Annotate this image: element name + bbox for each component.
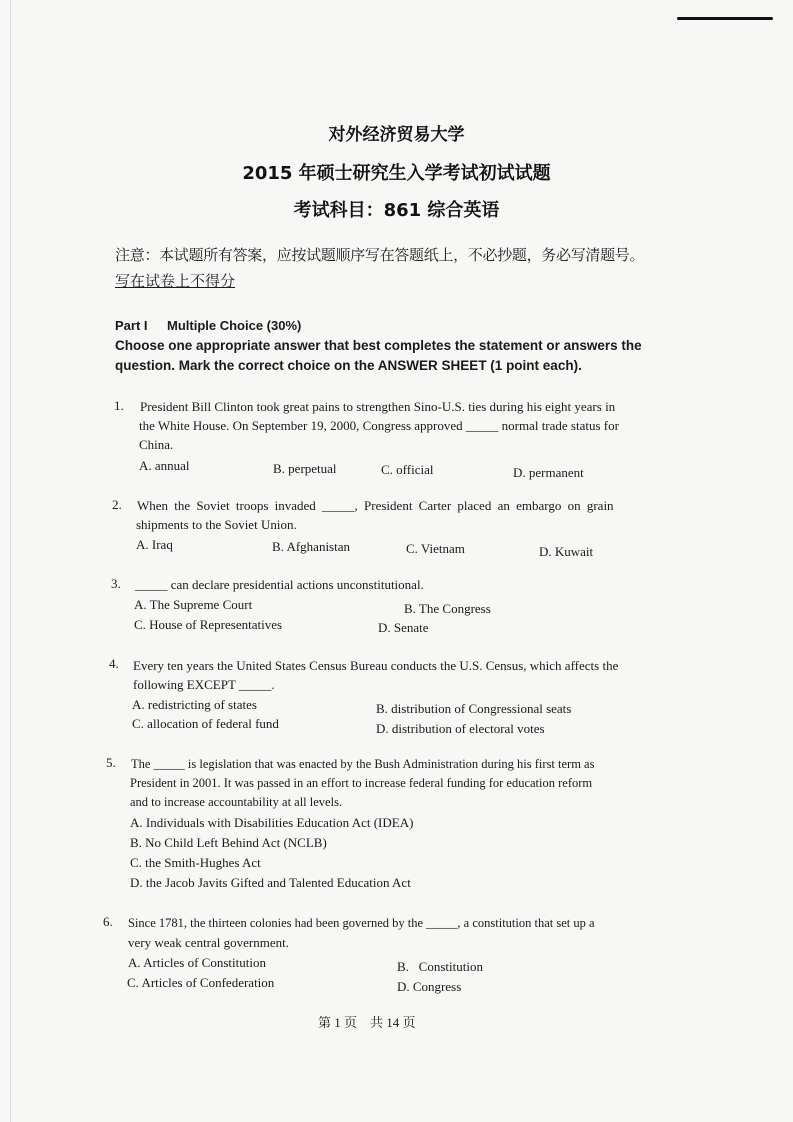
notice-text: 注意：本试题所有答案，应按试题顺序写在答题纸上，不必抄题，务必写清题号。 — [115, 247, 645, 264]
option-d: D. distribution of electoral votes — [376, 721, 545, 736]
question-text-line: When the Soviet troops invaded _____, President Carter placed an embargo on grain — [137, 498, 614, 513]
page-number: 第 1 页 共 14 页 — [318, 1015, 416, 1030]
option-a: A. Articles of Constitution — [128, 955, 266, 970]
exam-title: 2015 年硕士研究生入学考试初试试题 — [242, 163, 551, 184]
question-text-line: and to increase accountability at all levels. — [130, 795, 343, 809]
question-number: 6. — [103, 914, 113, 929]
question-text-line: China. — [139, 437, 174, 452]
option-a: A. Individuals with Disabilities Education Act (IDEA) — [130, 815, 414, 830]
question-number: 4. — [109, 656, 119, 671]
question-number: 2. — [112, 497, 122, 512]
question-text-line: shipments to the Soviet Union. — [136, 517, 297, 532]
question-text-line: Every ten years the United States Census Bureau conducts the U.S. Census, which affects the — [133, 658, 619, 673]
question-number: 5. — [106, 755, 116, 770]
option-b: B. Constitution — [397, 959, 483, 974]
option-b: B. distribution of Congressional seats — [376, 701, 572, 716]
question-text-line: very weak central government. — [128, 935, 289, 950]
question-text-line: President in 2001. It was passed in an effort to increase federal funding for education reform — [130, 776, 593, 790]
part-instructions-line: question. Mark the correct choice on the ANSWER SHEET (1 point each). — [115, 358, 582, 373]
option-b: B. perpetual — [273, 461, 337, 476]
question-text-line: President Bill Clinton took great pains to strengthen Sino-U.S. ties during his eight years in — [140, 399, 616, 414]
question-text-line: following EXCEPT _____. — [133, 677, 275, 692]
option-a: A. Iraq — [136, 537, 173, 552]
question-text-line: _____ can declare presidential actions unconstitutional. — [135, 577, 424, 592]
question-text-line: The _____ is legislation that was enacted by the Bush Administration during his first term as — [131, 757, 595, 771]
option-b: B. The Congress — [404, 601, 491, 616]
scan-mark — [677, 17, 773, 20]
option-d: D. Senate — [378, 620, 429, 635]
option-b: B. Afghanistan — [272, 539, 350, 554]
option-c: C. official — [381, 462, 434, 477]
university-title: 对外经济贸易大学 — [328, 125, 465, 145]
option-d: D. Congress — [397, 979, 462, 994]
option-d: D. Kuwait — [539, 544, 594, 559]
option-c: C. Articles of Confederation — [127, 975, 275, 990]
option-d: D. the Jacob Javits Gifted and Talented Education Act — [130, 875, 411, 890]
part-title: Multiple Choice (30%) — [167, 318, 302, 333]
question-text-line: Since 1781, the thirteen colonies had been governed by the _____, a constitution that set up a — [128, 916, 595, 930]
option-b: B. No Child Left Behind Act (NCLB) — [130, 835, 327, 850]
option-d: D. permanent — [513, 465, 584, 480]
exam-subject: 考试科目：861 综合英语 — [293, 200, 500, 221]
option-a: A. The Supreme Court — [134, 597, 253, 612]
option-c: C. the Smith-Hughes Act — [130, 855, 261, 870]
part-label: Part I — [115, 318, 148, 333]
option-a: A. annual — [139, 458, 190, 473]
question-text-line: the White House. On September 19, 2000, Congress approved _____ normal trade status for — [139, 418, 619, 433]
option-c: C. allocation of federal fund — [132, 716, 279, 731]
part-instructions-line: Choose one appropriate answer that best completes the statement or answers the — [115, 338, 642, 353]
option-c: C. House of Representatives — [134, 617, 283, 632]
option-a: A. redistricting of states — [132, 697, 257, 712]
question-number: 3. — [111, 576, 121, 591]
question-number: 1. — [114, 398, 124, 413]
notice-underlined: 写在试卷上不得分 — [115, 273, 236, 290]
option-c: C. Vietnam — [406, 541, 465, 556]
